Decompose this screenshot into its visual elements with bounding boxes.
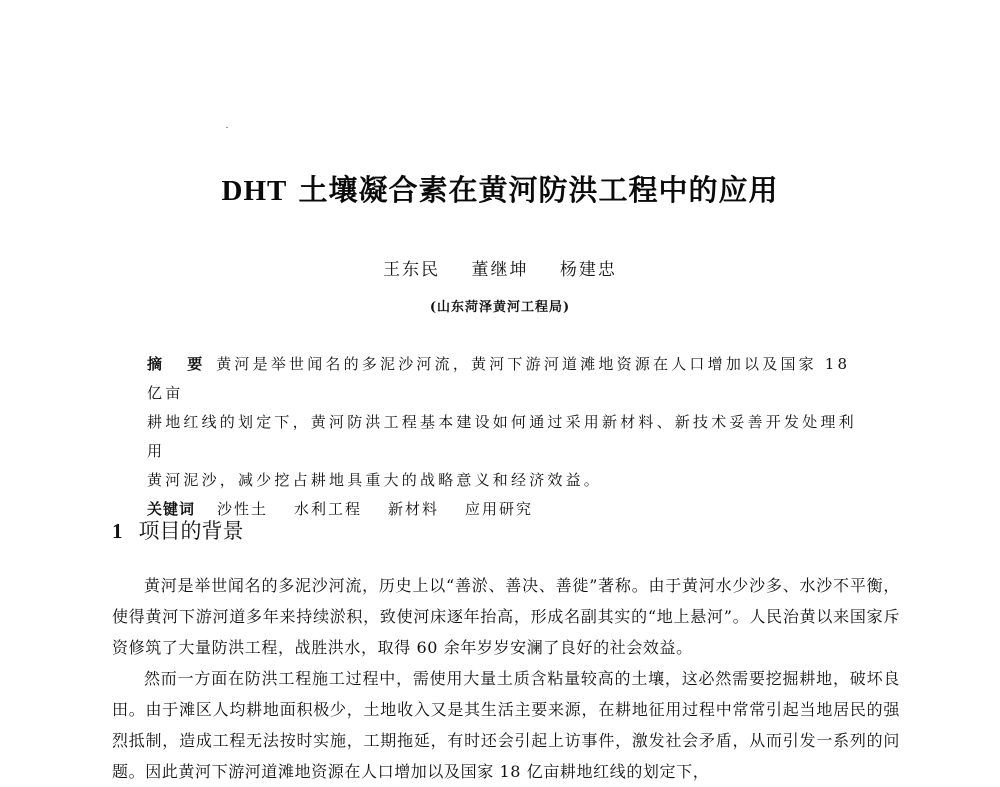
section-title: 项目的背景	[138, 519, 244, 543]
affiliation: (山东菏泽黄河工程局)	[429, 300, 571, 315]
author-list	[0, 255, 1000, 280]
abstract-label: 摘 要	[147, 355, 213, 373]
keywords-line	[147, 495, 867, 524]
author: 王东民	[383, 260, 441, 280]
abstract-block	[147, 350, 867, 524]
paragraph: 黄河是举世闻名的多泥沙河流，历史上以“善淤、善决、善徙”著称。由于黄河水少沙多、水沙不平衡，使得黄河下游河道多年来持续淤积，致使河床逐年抬高，形成名副其实的“地上悬河”。人民治黄以来国家斥资修筑了大量防洪工程，战胜洪水，取得 60 余年岁岁安澜了良好的社会效益。	[112, 576, 900, 657]
keywords-label: 关键词	[147, 500, 196, 518]
abstract-text: 黄河是举世闻名的多泥沙河流，黄河下游河道滩地资源在人口增加以及国家 18 亿亩	[147, 355, 851, 402]
author: 杨建忠	[559, 260, 617, 280]
abstract-line: 耕地红线的划定下，黄河防洪工程基本建设如何通过采用新材料、新技术妥善开发处理利用	[147, 413, 857, 460]
title-latin: DHT	[221, 175, 288, 207]
keyword: 应用研究	[464, 500, 533, 518]
section-number: 1	[112, 519, 123, 543]
abstract-line	[147, 350, 867, 408]
keyword: 新材料	[387, 500, 439, 518]
body-text	[112, 570, 900, 787]
abstract-line: 黄河泥沙，减少挖占耕地具重大的战略意义和经济效益。	[147, 471, 603, 489]
scan-speck	[226, 127, 228, 128]
keyword: 水利工程	[293, 500, 362, 518]
author: 董继坤	[471, 260, 529, 280]
paper-title	[0, 168, 1000, 209]
keyword: 沙性土	[216, 500, 268, 518]
section-heading	[112, 515, 244, 545]
title-cjk: 土壤凝合素在黄河防洪工程中的应用	[287, 173, 779, 207]
paragraph: 然而一方面在防洪工程施工过程中，需使用大量土质含粘量较高的土壤，这必然需要挖掘耕地，破坏良田。由于滩区人均耕地面积极少，土地收入又是其生活主要来源，在耕地征用过程中常常引起当地居民的强烈抵制，造成工程无法按时实施，工期拖延，有时还会引起上访事件，激发社会矛盾，从而引发一系列的问题。因此黄河下游河道滩地资源在人口增加以及国家 18 亿亩耕地红线的划定下，	[112, 669, 900, 781]
